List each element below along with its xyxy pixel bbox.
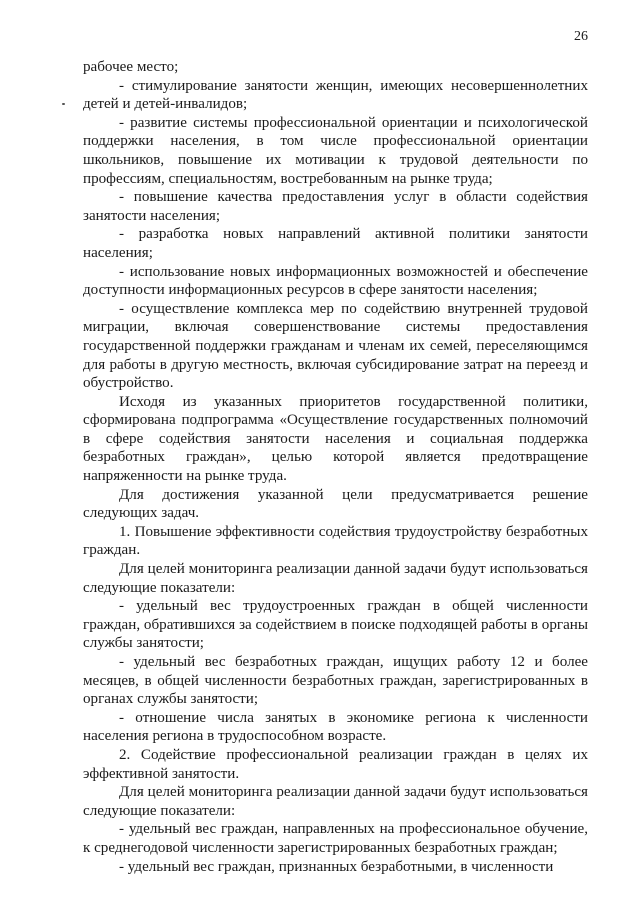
paragraph-9: Для достижения указанной цели предусматривается решение следующих задач. (83, 486, 588, 522)
paragraph-6: - использование новых информационных возможностей и обеспечение доступности информационных ресурсов в сфере занятости населения; (83, 263, 588, 299)
paragraph-7: - осуществление комплекса мер по содействию внутренней трудовой миграции, включая совершенствование системы предоставления государственной поддержки гражданам и членам их семей, переселяющимся для работы в другую местность, включая субсидирование затрат на переезд и обустройство. (83, 300, 588, 392)
paragraph-18: - удельный вес граждан, признанных безработными, в численности (119, 858, 554, 875)
paragraph-17: - удельный вес граждан, направленных на профессиональное обучение, к среднегодовой численности зарегистрированных безработных граждан; (83, 821, 588, 856)
paragraph-4: - повышение качества предоставления услуг в области содействия занятости населения; (83, 189, 588, 224)
scan-mark (62, 103, 65, 105)
paragraph-13: - удельный вес безработных граждан, ищущих работу 12 и более месяцев, в общей численности безработных граждан, зарегистрированных в органах службы занятости; (83, 654, 588, 708)
paragraph-14: - отношение числа занятых в экономике региона к численности населения региона в трудоспособном возрасте. (83, 709, 588, 745)
paragraph-15: 2. Содействие профессиональной реализации граждан в целях их эффективной занятости. (83, 746, 588, 782)
page-number: 26 (574, 29, 588, 44)
paragraph-10: 1. Повышение эффективности содействия трудоустройству безработных граждан. (83, 523, 588, 559)
paragraph-3: - развитие системы профессиональной ориентации и психологической поддержки населения, в том числе профессиональной ориентации школьников, повышение их мотивации к трудовой деятельности по профессиям, специальностям, востребованным на рынке труда; (83, 114, 588, 187)
document-body (83, 58, 588, 876)
paragraph-12: - удельный вес трудоустроенных граждан в общей численности граждан, обратившихся за содействием в поиске подходящей работы в органы службы занятости; (83, 598, 588, 652)
paragraph-5: - разработка новых направлений активной политики занятости населения; (83, 226, 588, 261)
paragraph-8: Исходя из указанных приоритетов государственной политики, сформирована подпрограмма «Осуществление государственных полномочий в сфере содействия занятости населения и социальная поддержка безработных граждан», целью которой является предотвращение напряженности на рынке труда. (83, 393, 588, 485)
paragraph-1: рабочее место; (83, 59, 179, 75)
paragraph-16: Для целей мониторинга реализации данной задачи будут использоваться следующие показатели: (83, 784, 588, 819)
paragraph-2: - стимулирование занятости женщин, имеющих несовершеннолетних детей и детей-инвалидов; (83, 77, 588, 113)
paragraph-11: Для целей мониторинга реализации данной задачи будут использоваться следующие показатели: (83, 561, 588, 596)
